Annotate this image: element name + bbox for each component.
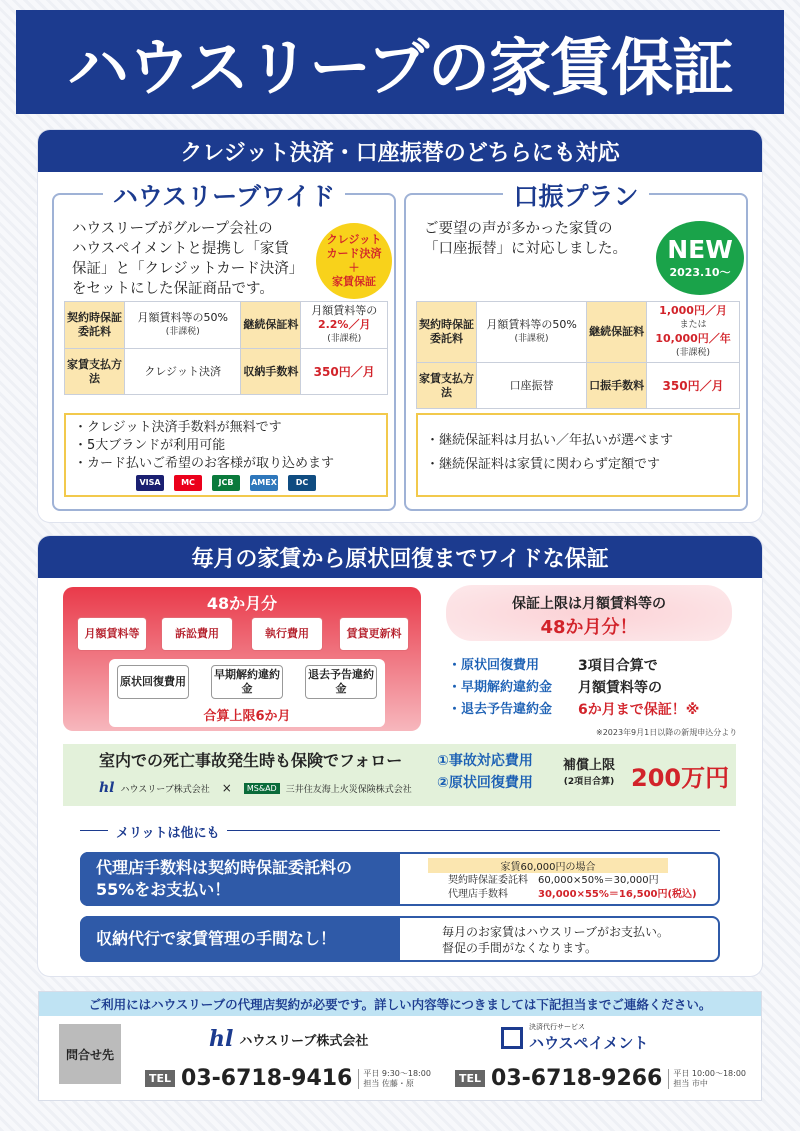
merit-collection: 収納代行で家賃管理の手間なし！ 毎月のお家賃はハウスリーブがお支払い。 督促の手間がなくなります。	[80, 916, 720, 962]
plan-koufuri-table	[416, 301, 740, 409]
visa-icon: VISA	[136, 475, 164, 491]
table-row: 契約時保証委託料 月額賃料等の50% (非課税) 継続保証料 1,000円／月 または 10,000円／年 (非課税)	[417, 302, 740, 363]
plan-wide	[52, 182, 396, 511]
credit-badge: クレジット カード決済 ＋ 家賃保証	[316, 223, 392, 299]
card-brands	[66, 475, 386, 491]
company2-tel[interactable]: TEL 03-6718-9266 平日 10:00〜18:00 担当 市中	[455, 1066, 746, 1091]
company1-tel[interactable]: TEL 03-6718-9416 平日 9:30〜18:00 担当 佐藤・原	[145, 1066, 431, 1091]
houselieb-logo-icon: hl	[99, 780, 115, 796]
housepayment-logo-icon	[501, 1027, 523, 1049]
merit-commission: 代理店手数料は契約時保証委託料の 55%をお支払い！ 家賃60,000円の場合 契約時保証委託料 60,000×50%＝30,000円 代理店手数料 30,000×55%＝16,500円(税込)	[80, 852, 720, 906]
chip-rent: 月額賃料等	[77, 617, 147, 651]
chip-execution: 執行費用	[251, 617, 323, 651]
new-badge: NEW 2023.10〜	[656, 221, 744, 295]
page-title: ハウスリーブの家賃保証	[16, 10, 784, 114]
table-row: 家賃支払方法 口座振替 口振手数料 350円／月	[417, 363, 740, 409]
houselieb-logo-icon: hl	[209, 1026, 234, 1052]
section-plans-header: クレジット決済・口座振替のどちらにも対応	[38, 130, 762, 172]
plan-wide-notes: ・クレジット決済手数料が無料です ・5大ブランドが利用可能 ・カード払いご希望のお客様が取り込めます VISA MC JCB AMEX DC	[64, 413, 388, 497]
table-row: 家賃支払方法 クレジット決済 収納手数料 350円／月	[65, 349, 388, 395]
company1-name: ハウスリーブ株式会社	[239, 1033, 369, 1049]
plan-wide-desc: ハウスリーブがグループ会社の ハウスペイメントと提携し「家賃 保証」と「クレジットカード決済」 をセットにした保証商品です。	[72, 221, 304, 297]
plan-wide-title: ハウスリーブワイド	[103, 182, 345, 211]
diners-icon: DC	[288, 475, 316, 491]
jcb-icon: JCB	[212, 475, 240, 491]
mastercard-icon: MC	[174, 475, 202, 491]
merit-title: メリットは他にも	[108, 822, 227, 841]
plan-koufuri-desc: ご要望の声が多かった家賃の 「口座振替」に対応しました。	[424, 221, 627, 257]
contact-notice: ご利用にはハウスリーブの代理店契約が必要です。詳しい内容等につきましては下記担当までご連絡ください。	[39, 992, 761, 1016]
table-row: 契約時保証委託料 月額賃料等の50% (非課税) 継続保証料 月額賃料等の 2.2%／月 (非課税)	[65, 302, 388, 349]
plan-koufuri-title: 口振プラン	[503, 182, 648, 211]
combined-text: 3項目合算で 月額賃料等の 6か月まで保証！※	[578, 658, 700, 718]
msad-logo-icon: MS&AD	[244, 783, 280, 794]
combined-items: ・原状回復費用 ・早期解約違約金 ・退去予告違約金	[448, 658, 553, 717]
contact-area: ご利用にはハウスリーブの代理店契約が必要です。詳しい内容等につきましては下記担当までご連絡ください。 問合せ先 hl ハウスリーブ株式会社 TEL 03-6718-9416 平日 9:30〜18:00 担当 佐藤・原 決済代行サービス ハウスペイメント TEL 03-6718-9266 平日 10:00〜18:00 担当 市中	[38, 991, 762, 1101]
footnote: ※2023年9月1日以降の新規申込分より	[596, 728, 738, 737]
plan-koufuri	[404, 182, 748, 511]
limit-bubble: 保証上限は月額賃料等の 48か月分！	[446, 585, 732, 641]
section-coverage-header: 毎月の家賃から原状回復までワイドな保証	[38, 536, 762, 578]
amex-icon: AMEX	[250, 475, 278, 491]
chip-renewal: 賃貸更新料	[339, 617, 409, 651]
death-insurance-band: 室内での死亡事故発生時も保険でフォロー hl ハウスリーブ株式会社 × MS&AD 三井住友海上火災保険株式会社 ①事故対応費用 ②原状回復費用 補償上限 (2項目合算) 200万円	[63, 744, 736, 806]
combined-box: 原状回復費用 早期解約違約金 退去予告違約金 合算上限6か月	[109, 659, 385, 727]
chip-lawsuit: 訴訟費用	[161, 617, 233, 651]
coverage-48-box: 48か月分 月額賃料等 訴訟費用 執行費用 賃貸更新料 原状回復費用 早期解約違約金 退去予告違約金 合算上限6か月	[63, 587, 421, 731]
plan-wide-table	[64, 301, 388, 395]
company2-name: ハウスペイメント	[529, 1034, 649, 1052]
plan-koufuri-notes: ・継続保証料は月払い／年払いが選べます ・継続保証料は家賃に関わらず定額です	[416, 413, 740, 497]
contact-label: 問合せ先	[59, 1024, 121, 1084]
